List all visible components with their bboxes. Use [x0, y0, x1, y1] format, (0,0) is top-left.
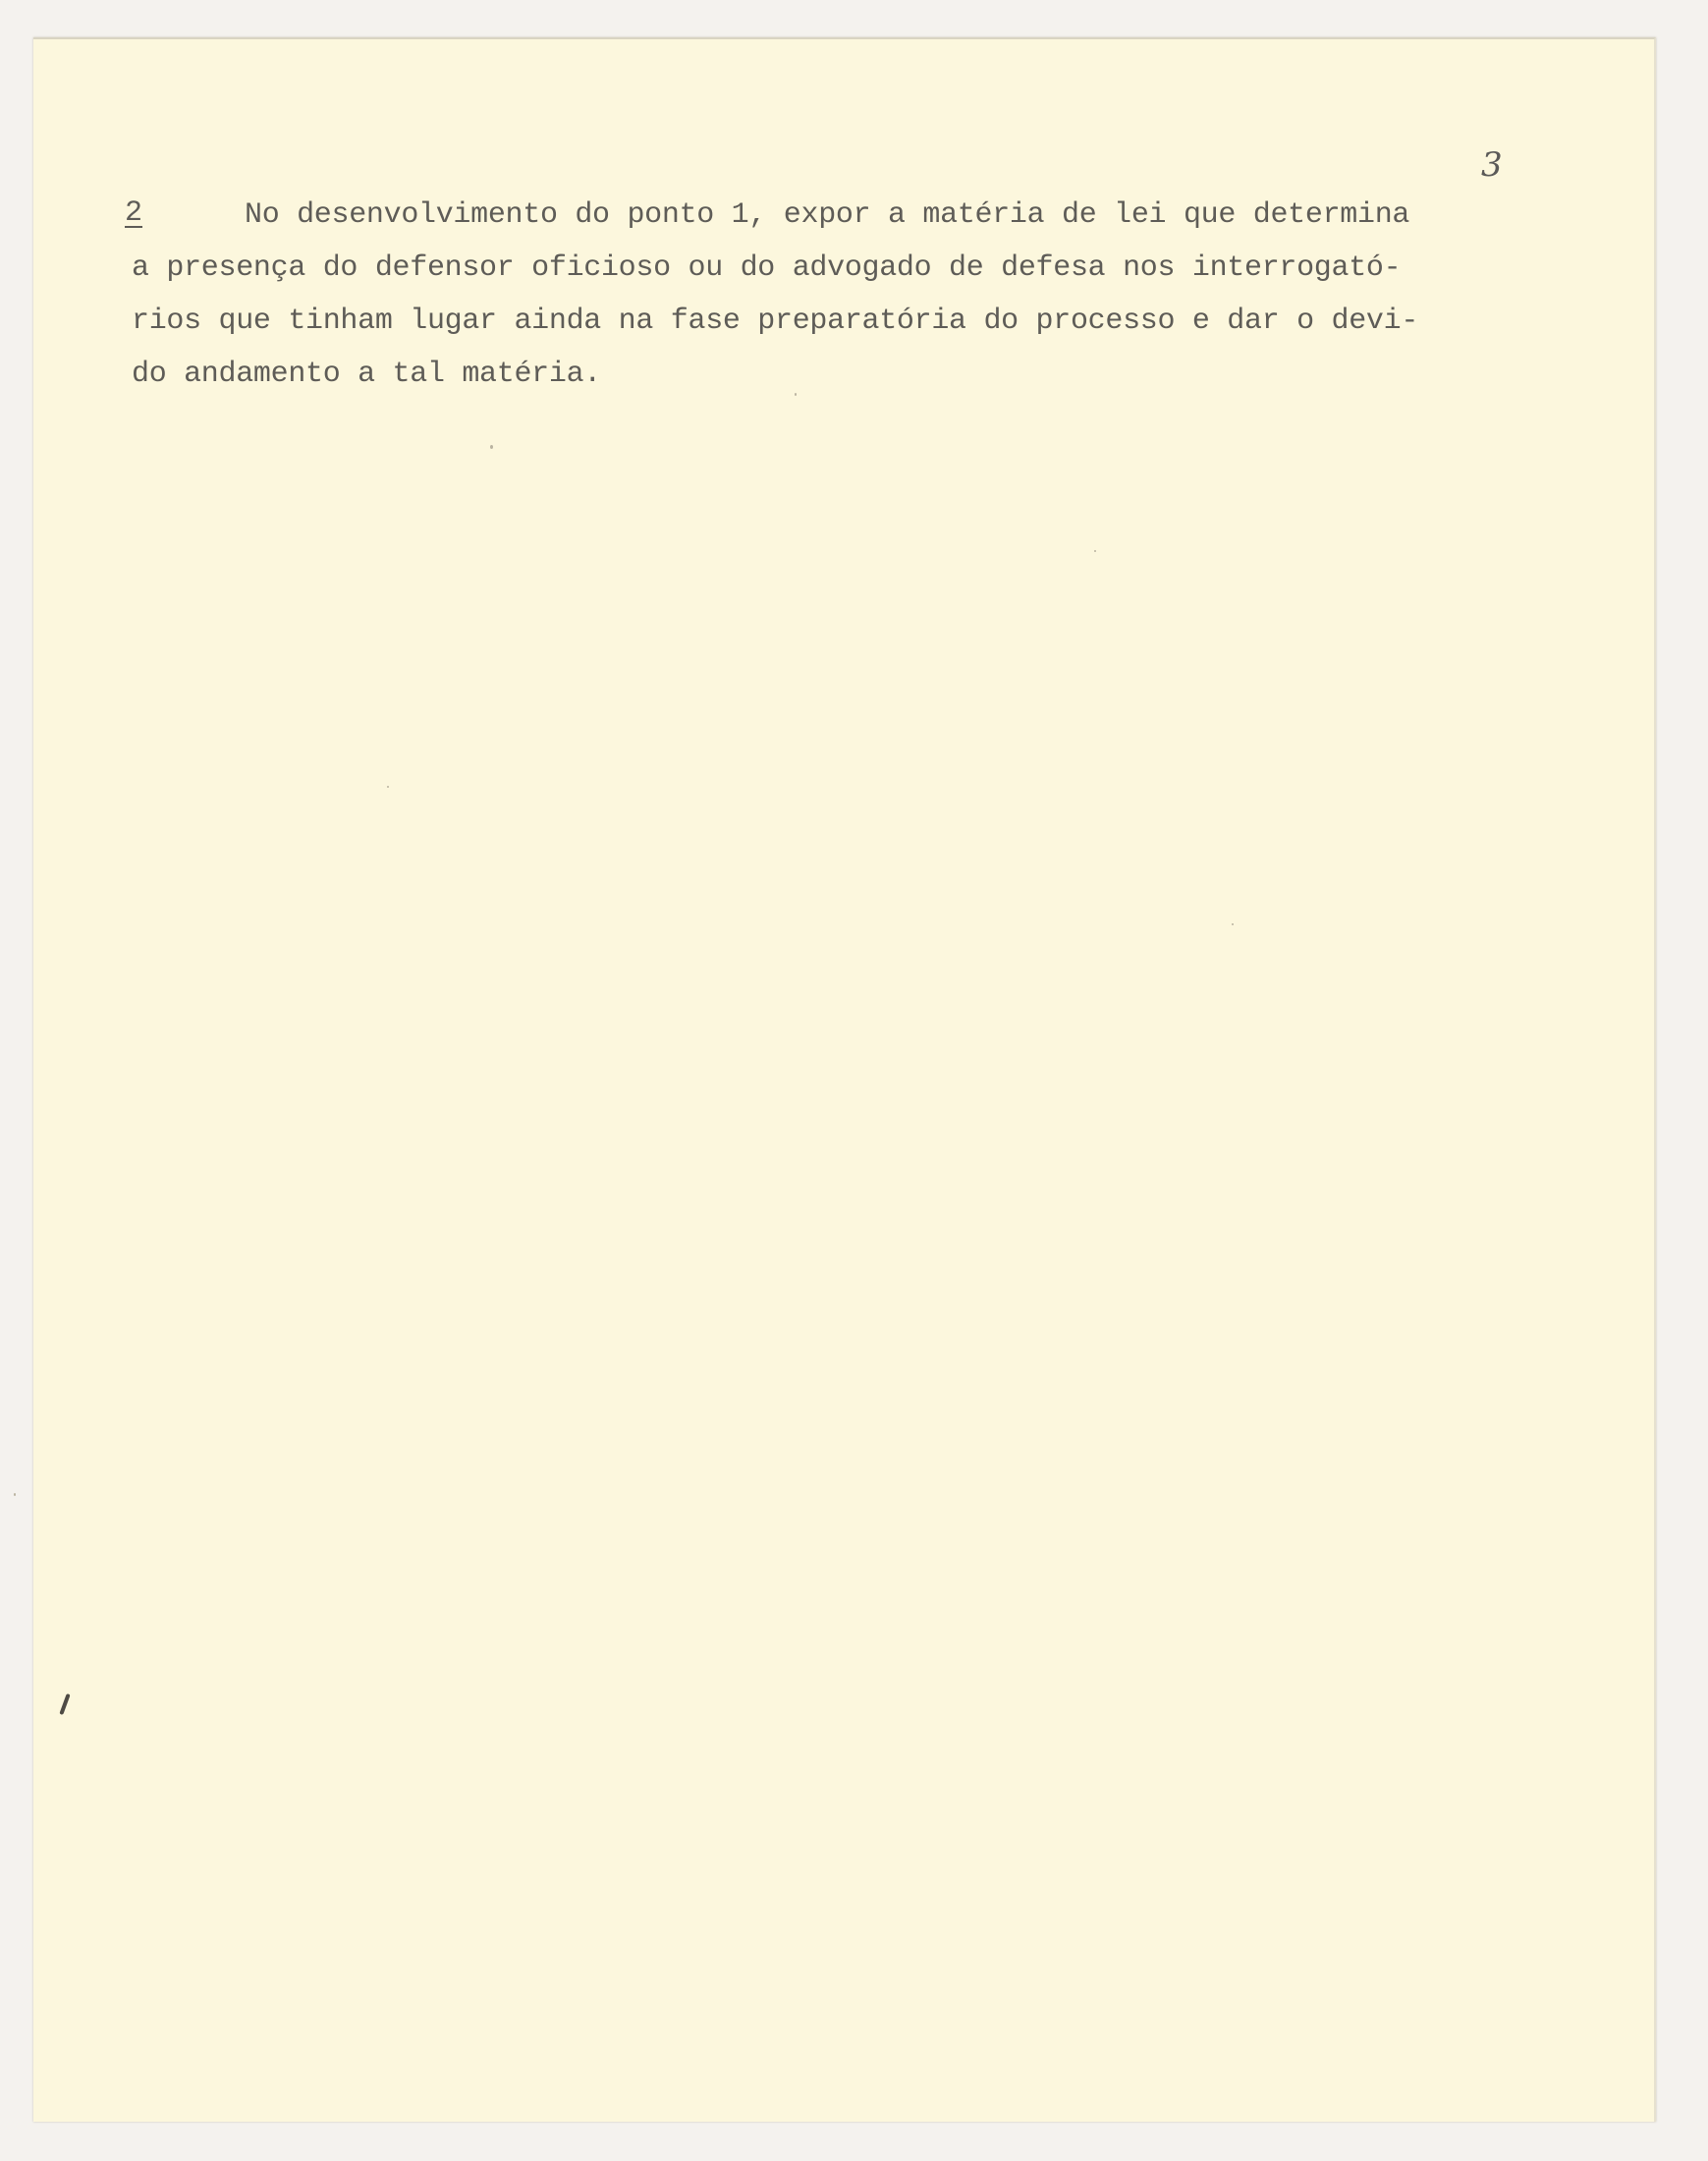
paragraph-line-2: a presença do defensor oficioso ou do advogado de defesa nos interrogató-	[132, 251, 1402, 285]
paper-speck	[387, 786, 389, 788]
paper-speck	[1232, 923, 1234, 925]
paragraph-line-3: rios que tinham lugar ainda na fase preparatória do processo e dar o devi-	[132, 305, 1419, 338]
page-number: 3	[1481, 145, 1503, 185]
item-number: 2	[125, 196, 143, 230]
paragraph-line-4: do andamento a tal matéria.	[132, 358, 601, 391]
typed-page	[33, 37, 1656, 2122]
paper-speck	[490, 445, 493, 449]
paper-speck	[1094, 550, 1096, 552]
paper-speck	[14, 1493, 16, 1496]
paragraph-line-1: No desenvolvimento do ponto 1, expor a matéria de lei que determina	[245, 198, 1410, 232]
paper-speck	[795, 393, 797, 396]
